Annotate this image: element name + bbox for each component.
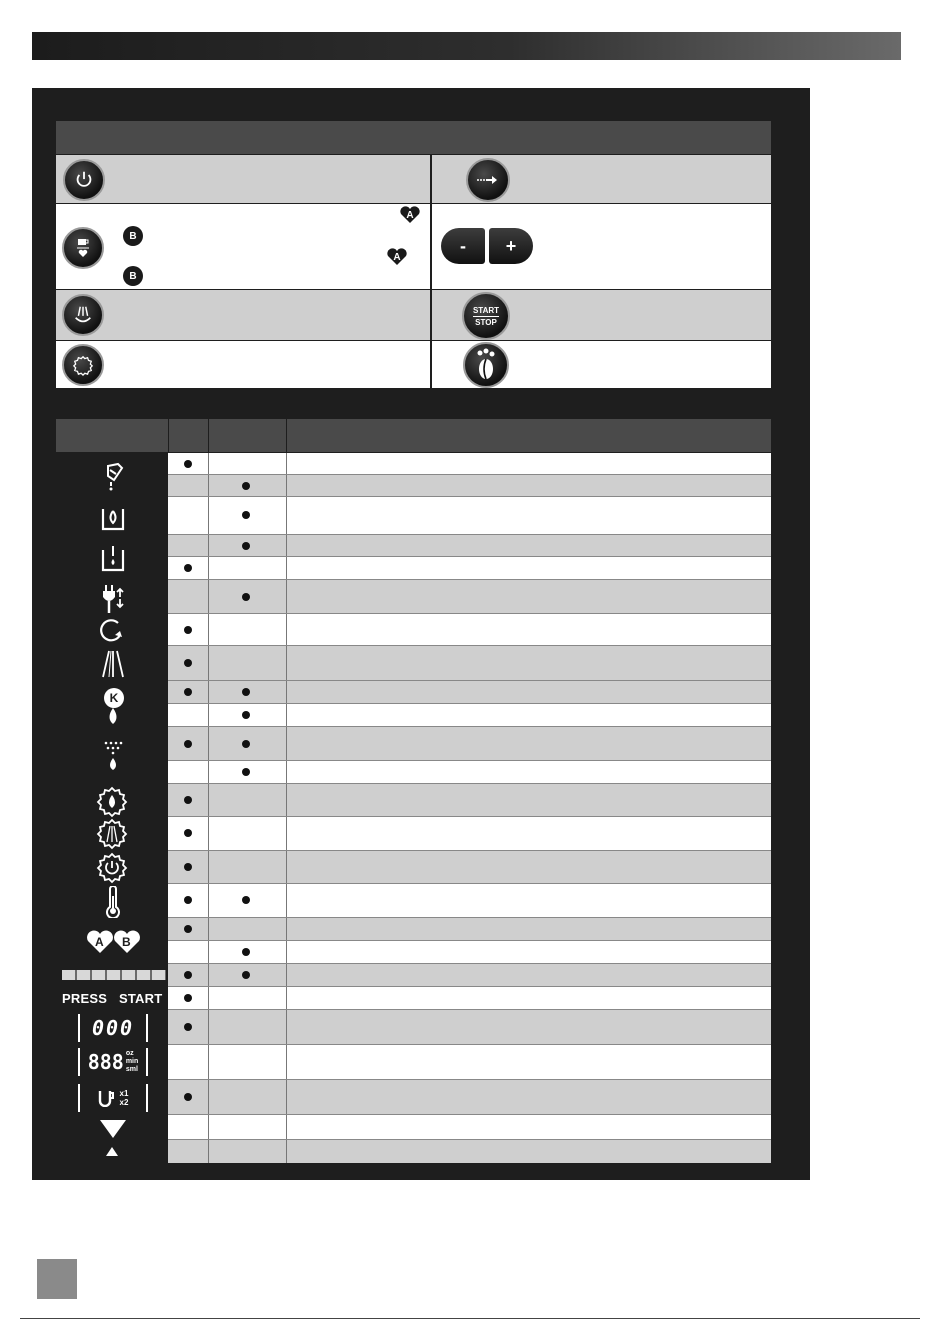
bottom-rule: [20, 1318, 920, 1319]
progress-bar-indicator: [62, 970, 166, 980]
table-row: [168, 884, 771, 918]
badge-b-label: B: [129, 270, 137, 282]
table-row: [168, 918, 771, 941]
table-row: [168, 580, 771, 614]
power-button[interactable]: [63, 159, 105, 201]
badge-b-icon: [123, 226, 143, 246]
table-row: [168, 497, 771, 535]
volume-time-display: [78, 1048, 148, 1076]
plus-label: +: [505, 235, 517, 256]
page-number-box: [37, 1259, 77, 1299]
heart-a-indicator-icon: [86, 930, 114, 954]
heart-b-indicator-icon: [113, 930, 141, 954]
badge-b-label: B: [129, 230, 137, 242]
triangle-up-icon: [105, 1146, 119, 1157]
table-row: [168, 453, 771, 475]
heart-a-label: A: [406, 209, 414, 221]
table-row: [168, 681, 771, 704]
control-cell-next: [432, 155, 771, 203]
table-row: [168, 851, 771, 884]
cup-icon: [98, 1089, 118, 1107]
gear-power-icon: [96, 852, 128, 884]
unit-min: min: [125, 1058, 139, 1065]
thermometer-icon: [104, 886, 122, 918]
table-row: [168, 941, 771, 964]
drip-tray-icon: [100, 544, 126, 574]
cup-heart-icon: [74, 237, 92, 259]
coffee-bean-icon: [471, 348, 501, 382]
arrow-right-icon: [476, 174, 500, 186]
table-row: [168, 1010, 771, 1045]
heart-a-icon: [399, 206, 421, 224]
unit-oz: oz: [125, 1050, 134, 1057]
start-label: START: [472, 305, 500, 315]
start-indicator-label: START: [119, 991, 163, 1006]
plus-button[interactable]: [489, 228, 533, 264]
plug-icon: [100, 583, 126, 615]
table-row: [168, 987, 771, 1010]
beans-strength-display: [78, 1014, 148, 1042]
control-cell-steam: [56, 290, 430, 340]
table-row: [168, 704, 771, 727]
heart-b-indicator-label: B: [122, 935, 131, 949]
table-row: [168, 557, 771, 580]
panel-extension: [770, 88, 810, 154]
adjust-buttons: [441, 228, 533, 264]
table-row: [168, 1080, 771, 1115]
steam-icon: [72, 304, 94, 326]
table-row: [168, 817, 771, 851]
badge-b-icon: [123, 266, 143, 286]
k-descale-icon: [104, 688, 124, 708]
favorite-cup-button[interactable]: [62, 227, 104, 269]
heart-a-label: A: [393, 251, 401, 263]
control-cell-start-stop: [432, 290, 771, 340]
table-row: [168, 475, 771, 497]
cup-x2: x2: [119, 1098, 129, 1107]
power-icon: [73, 169, 95, 191]
table-row: [168, 727, 771, 761]
control-cell-bean: [432, 341, 771, 388]
drop-icon: [106, 707, 120, 725]
table-row: [168, 1045, 771, 1080]
next-button[interactable]: [466, 158, 510, 202]
water-tank-icon: [100, 503, 126, 533]
cup-count-display: [78, 1084, 148, 1112]
settings-button[interactable]: [62, 344, 104, 386]
minus-button[interactable]: [441, 228, 485, 264]
controls-header: [56, 121, 771, 154]
table-row: [168, 1140, 771, 1163]
steam-nozzle-icon: [100, 649, 126, 679]
control-cell-power: [56, 155, 430, 203]
control-row-4: [56, 341, 771, 388]
start-stop-button[interactable]: [462, 292, 510, 340]
table-row: [168, 761, 771, 784]
table-row: [168, 784, 771, 817]
triangle-down-icon: [98, 1118, 128, 1140]
cup-x1: x1: [119, 1089, 129, 1098]
control-row-2: [56, 204, 771, 289]
control-cell-favorites: [56, 204, 430, 289]
beans-strength-value: 000: [91, 1016, 135, 1040]
press-label: PRESS: [62, 991, 108, 1006]
gear-water-icon: [96, 786, 128, 818]
table-row: [168, 535, 771, 557]
lcd-digits: 888: [87, 1050, 124, 1074]
table-row: [168, 964, 771, 987]
control-cell-settings: [56, 341, 430, 388]
k-label: K: [109, 691, 119, 705]
descale-warning-icon: [100, 462, 126, 492]
steam-button[interactable]: [62, 294, 104, 336]
table-row: [168, 614, 771, 646]
control-row-1: [56, 155, 771, 203]
filter-drops-icon: [102, 740, 124, 772]
coffee-strength-button[interactable]: [463, 342, 509, 388]
table-row: [168, 1115, 771, 1140]
indicators-header: [56, 419, 771, 452]
heart-a-indicator-label: A: [95, 935, 104, 949]
table-row: [168, 646, 771, 681]
unit-sml: sml: [125, 1066, 138, 1073]
header-bar: [32, 32, 901, 60]
heart-a-icon: [386, 248, 408, 266]
gear-steam-icon: [96, 818, 128, 850]
minus-label: -: [460, 235, 466, 256]
stop-label: STOP: [475, 317, 497, 327]
rinse-cycle-icon: [98, 617, 128, 645]
gear-icon: [72, 354, 94, 376]
control-row-3: [56, 290, 771, 340]
